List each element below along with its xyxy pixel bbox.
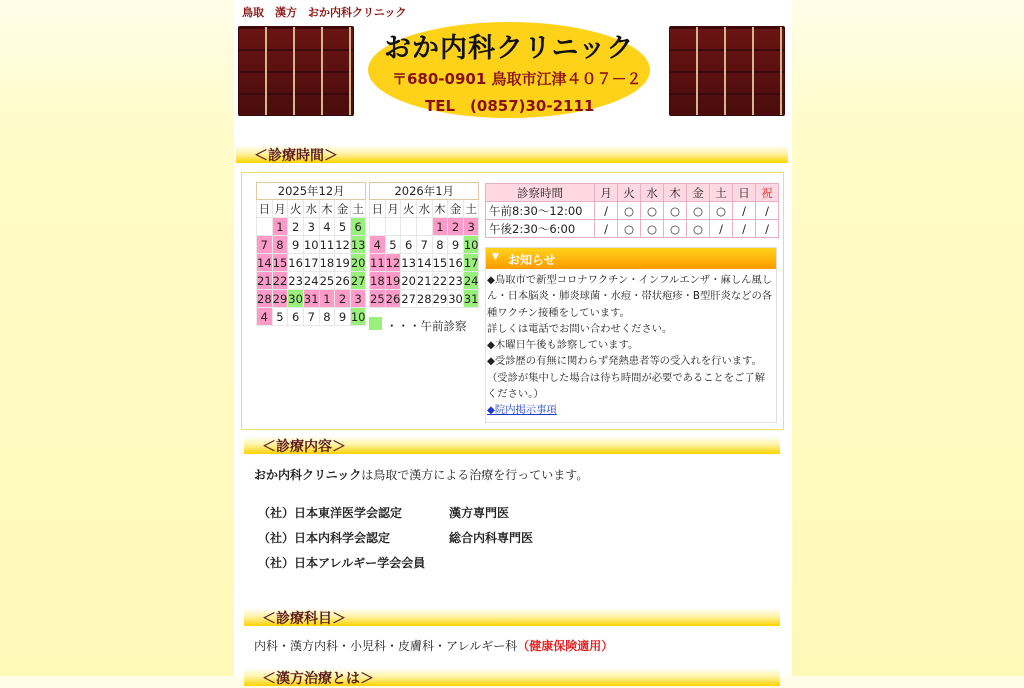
- weekday-label: 土: [463, 200, 479, 218]
- calendar-day: 29: [432, 291, 448, 306]
- hours-cell: /: [595, 220, 618, 238]
- calendar-day: 14: [257, 255, 272, 270]
- calendar-day: 26: [335, 273, 350, 288]
- hours-header-cell: 土: [710, 184, 733, 202]
- calendar-day: 2: [335, 290, 351, 308]
- calendar-day: 31: [303, 291, 319, 306]
- calendar-day: 17: [463, 255, 479, 270]
- cert-row: （社）日本アレルギー学会会員: [258, 556, 426, 570]
- legend-text: ・・・午前診察: [386, 319, 467, 333]
- triangle-down-icon: ▼: [492, 252, 499, 262]
- hours-cell: ○: [710, 202, 733, 220]
- section-header-hours: ＜診療時間＞: [236, 145, 788, 163]
- calendar-day: 15: [272, 255, 288, 270]
- notice-link[interactable]: ◆院内掲示事項: [487, 404, 557, 417]
- hours-cell: ○: [664, 220, 687, 238]
- calendar-day: 20: [401, 273, 416, 288]
- calendar-day: 19: [385, 273, 401, 288]
- calendar-day: 12: [335, 237, 350, 252]
- calendar-day: 5: [335, 218, 351, 236]
- calendar-day: 9: [448, 236, 464, 254]
- hours-cell: /: [733, 202, 756, 220]
- hours-cell: ○: [641, 202, 664, 220]
- calendar-day: 10: [350, 309, 366, 324]
- hours-header-cell: 日: [733, 184, 756, 202]
- hours-cell: ○: [687, 220, 710, 238]
- calendar-day: [257, 218, 273, 236]
- calendar-day: 1: [319, 290, 335, 308]
- clinic-title: おか内科クリニック: [384, 33, 635, 64]
- calendar-day: 31: [463, 291, 479, 306]
- calendar-day: 4: [319, 218, 335, 236]
- calendar-day: 11: [319, 237, 335, 252]
- calendar-day: 2: [288, 218, 304, 236]
- calendar-day: [416, 218, 432, 236]
- calendar-day: 17: [303, 255, 319, 270]
- calendar-day: 7: [257, 236, 273, 254]
- hours-cell: /: [710, 220, 733, 238]
- calendar-day: 4: [370, 236, 386, 254]
- calendar-day: 6: [401, 236, 417, 254]
- section-header-content: ＜診療内容＞: [244, 436, 780, 454]
- hours-header-cell: 月: [595, 184, 618, 202]
- calendar-day: 1: [272, 218, 288, 236]
- calendar-day: 21: [416, 273, 432, 288]
- calendar-day: 21: [257, 273, 272, 288]
- calendar-day: 19: [335, 255, 350, 270]
- calendar-day: 30: [448, 291, 463, 306]
- hours-cell: ○: [664, 202, 687, 220]
- calendar-day: 13: [350, 237, 366, 252]
- calendar-title: 2026年1月: [370, 183, 479, 200]
- weekday-label: 土: [350, 200, 366, 218]
- calendar-day: 16: [288, 255, 303, 270]
- calendar-day: 27: [401, 291, 416, 306]
- calendar-day: 22: [432, 273, 448, 288]
- calendar-day: 6: [288, 308, 304, 326]
- notice-body: [486, 269, 776, 419]
- weekday-label: 水: [303, 200, 319, 218]
- notice-line: ◆木曜日午後も診察しています。: [487, 339, 639, 352]
- calendar-day: 14: [416, 255, 432, 270]
- section-header-kampo: ＜漢方治療とは＞: [244, 668, 780, 686]
- hours-header-cell: 木: [664, 184, 687, 202]
- calendar-day: 4: [257, 308, 273, 326]
- hours-cell: /: [756, 202, 779, 220]
- hours-row-label: 午前8:30～12:00: [486, 202, 595, 220]
- weekday-label: 木: [319, 200, 335, 218]
- weekday-label: 木: [432, 200, 448, 218]
- calendar-title: 2025年12月: [257, 183, 366, 200]
- calendar-day: [370, 218, 386, 236]
- hours-cell: /: [595, 202, 618, 220]
- calendar-day: 9: [288, 236, 304, 254]
- cert-row: （社）日本内科学会認定 総合内科専門医: [258, 531, 534, 545]
- calendar-day: 13: [401, 255, 416, 270]
- medicine-chest-image-left: [238, 26, 354, 116]
- hours-header-cell: 火: [618, 184, 641, 202]
- calendar-day: 25: [370, 291, 385, 306]
- calendar-day: 16: [448, 255, 463, 270]
- calendar-day: 27: [350, 273, 366, 288]
- calendar-day: 26: [385, 291, 401, 306]
- hours-table: [485, 183, 779, 238]
- calendar-day: 1: [432, 218, 448, 236]
- calendar-day: 28: [416, 291, 432, 306]
- weekday-label: 月: [385, 200, 401, 218]
- cert-row: （社）日本東洋医学会認定 漢方専門医: [258, 506, 510, 520]
- calendar-day: 2: [448, 218, 464, 236]
- calendar-day: 10: [303, 237, 319, 252]
- weekday-label: 金: [448, 200, 464, 218]
- calendar-day: 10: [463, 237, 479, 252]
- hours-cell: /: [756, 220, 779, 238]
- calendar-day: 24: [303, 273, 319, 288]
- calendar-day: 23: [448, 273, 463, 288]
- calendar-day: 8: [272, 236, 288, 254]
- calendar-day: 11: [370, 255, 385, 270]
- notice-box: [485, 247, 777, 423]
- hours-cell: ○: [618, 202, 641, 220]
- intro-sentence: は鳥取で漢方による治療を行っています。: [361, 468, 589, 482]
- notice-title: お知らせ: [508, 253, 556, 267]
- calendar-day: 24: [463, 273, 479, 288]
- hours-cell: ○: [641, 220, 664, 238]
- calendar-day: [385, 218, 401, 236]
- calendar-day: 15: [432, 255, 448, 270]
- calendar-day: 5: [385, 236, 401, 254]
- weekday-label: 火: [401, 200, 417, 218]
- calendar-day: 5: [272, 308, 288, 326]
- section-header-departments: ＜診療科目＞: [244, 608, 780, 626]
- notice-line: 詳しくは電話でお問い合わせください。: [487, 322, 673, 335]
- notice-header: [486, 248, 776, 269]
- weekday-label: 火: [288, 200, 304, 218]
- calendar-january: [369, 182, 479, 308]
- breadcrumb: 鳥取 漢方 おか内科クリニック: [242, 6, 407, 19]
- hours-header-cell: 祝: [756, 184, 779, 202]
- weekday-label: 水: [416, 200, 432, 218]
- clinic-address: 〒680-0901 鳥取市江津４０７－２: [392, 70, 642, 88]
- calendar-day: 29: [272, 291, 288, 306]
- weekday-label: 金: [335, 200, 351, 218]
- calendar-day: [401, 218, 417, 236]
- intro-clinic-name: おか内科クリニック: [254, 468, 362, 482]
- departments-text: 内科・漢方内科・小児科・皮膚科・アレルギー科（健康保険適用）: [254, 639, 614, 653]
- calendar-day: 12: [385, 255, 401, 270]
- hours-cell: ○: [687, 202, 710, 220]
- intro-text: [254, 466, 588, 483]
- calendar-day: 22: [272, 273, 288, 288]
- hours-cell: ○: [618, 220, 641, 238]
- calendar-day: 30: [288, 291, 303, 306]
- calendar-day: 23: [288, 273, 303, 288]
- calendar-day: 8: [432, 236, 448, 254]
- weekday-label: 月: [272, 200, 288, 218]
- clinic-tel: TEL (0857)30-2111: [425, 97, 595, 115]
- calendar-day: 7: [303, 308, 319, 326]
- calendar-day: 25: [319, 273, 335, 288]
- calendar-day: 20: [350, 255, 366, 270]
- notice-line: ◆受診歴の有無に関わらず発熱患者等の受入れを行います。（受診が集中した場合は待ち時間が必要であることをご了解ください。）: [487, 355, 766, 401]
- calendar-day: 9: [335, 308, 351, 326]
- calendar-day: 18: [370, 273, 385, 288]
- medicine-chest-image-right: [669, 26, 785, 116]
- weekday-label: 日: [257, 200, 273, 218]
- notice-line: ◆鳥取市で新型コロナワクチン・インフルエンザ・麻しん風しん・日本脳炎・肺炎球菌・水痘・帯状疱疹・B型肝炎などの各種ワクチン接種をしています。: [487, 274, 773, 319]
- hours-row-label: 午後2:30～6:00: [486, 220, 595, 238]
- calendar-day: 3: [350, 290, 366, 308]
- calendar-day: 7: [416, 236, 432, 254]
- calendar-day: 6: [350, 218, 366, 236]
- hours-cell: /: [733, 220, 756, 238]
- hours-header-cell: 診察時間: [486, 184, 595, 202]
- weekday-label: 日: [370, 200, 386, 218]
- hours-header-cell: 水: [641, 184, 664, 202]
- calendar-day: 18: [319, 255, 335, 270]
- calendar-december: [256, 182, 366, 326]
- hours-header-cell: 金: [687, 184, 710, 202]
- calendar-day: 3: [303, 218, 319, 236]
- calendar-day: 8: [319, 308, 335, 326]
- calendar-day: 3: [463, 218, 479, 236]
- legend-swatch: [369, 317, 382, 330]
- calendar-day: 28: [257, 291, 272, 306]
